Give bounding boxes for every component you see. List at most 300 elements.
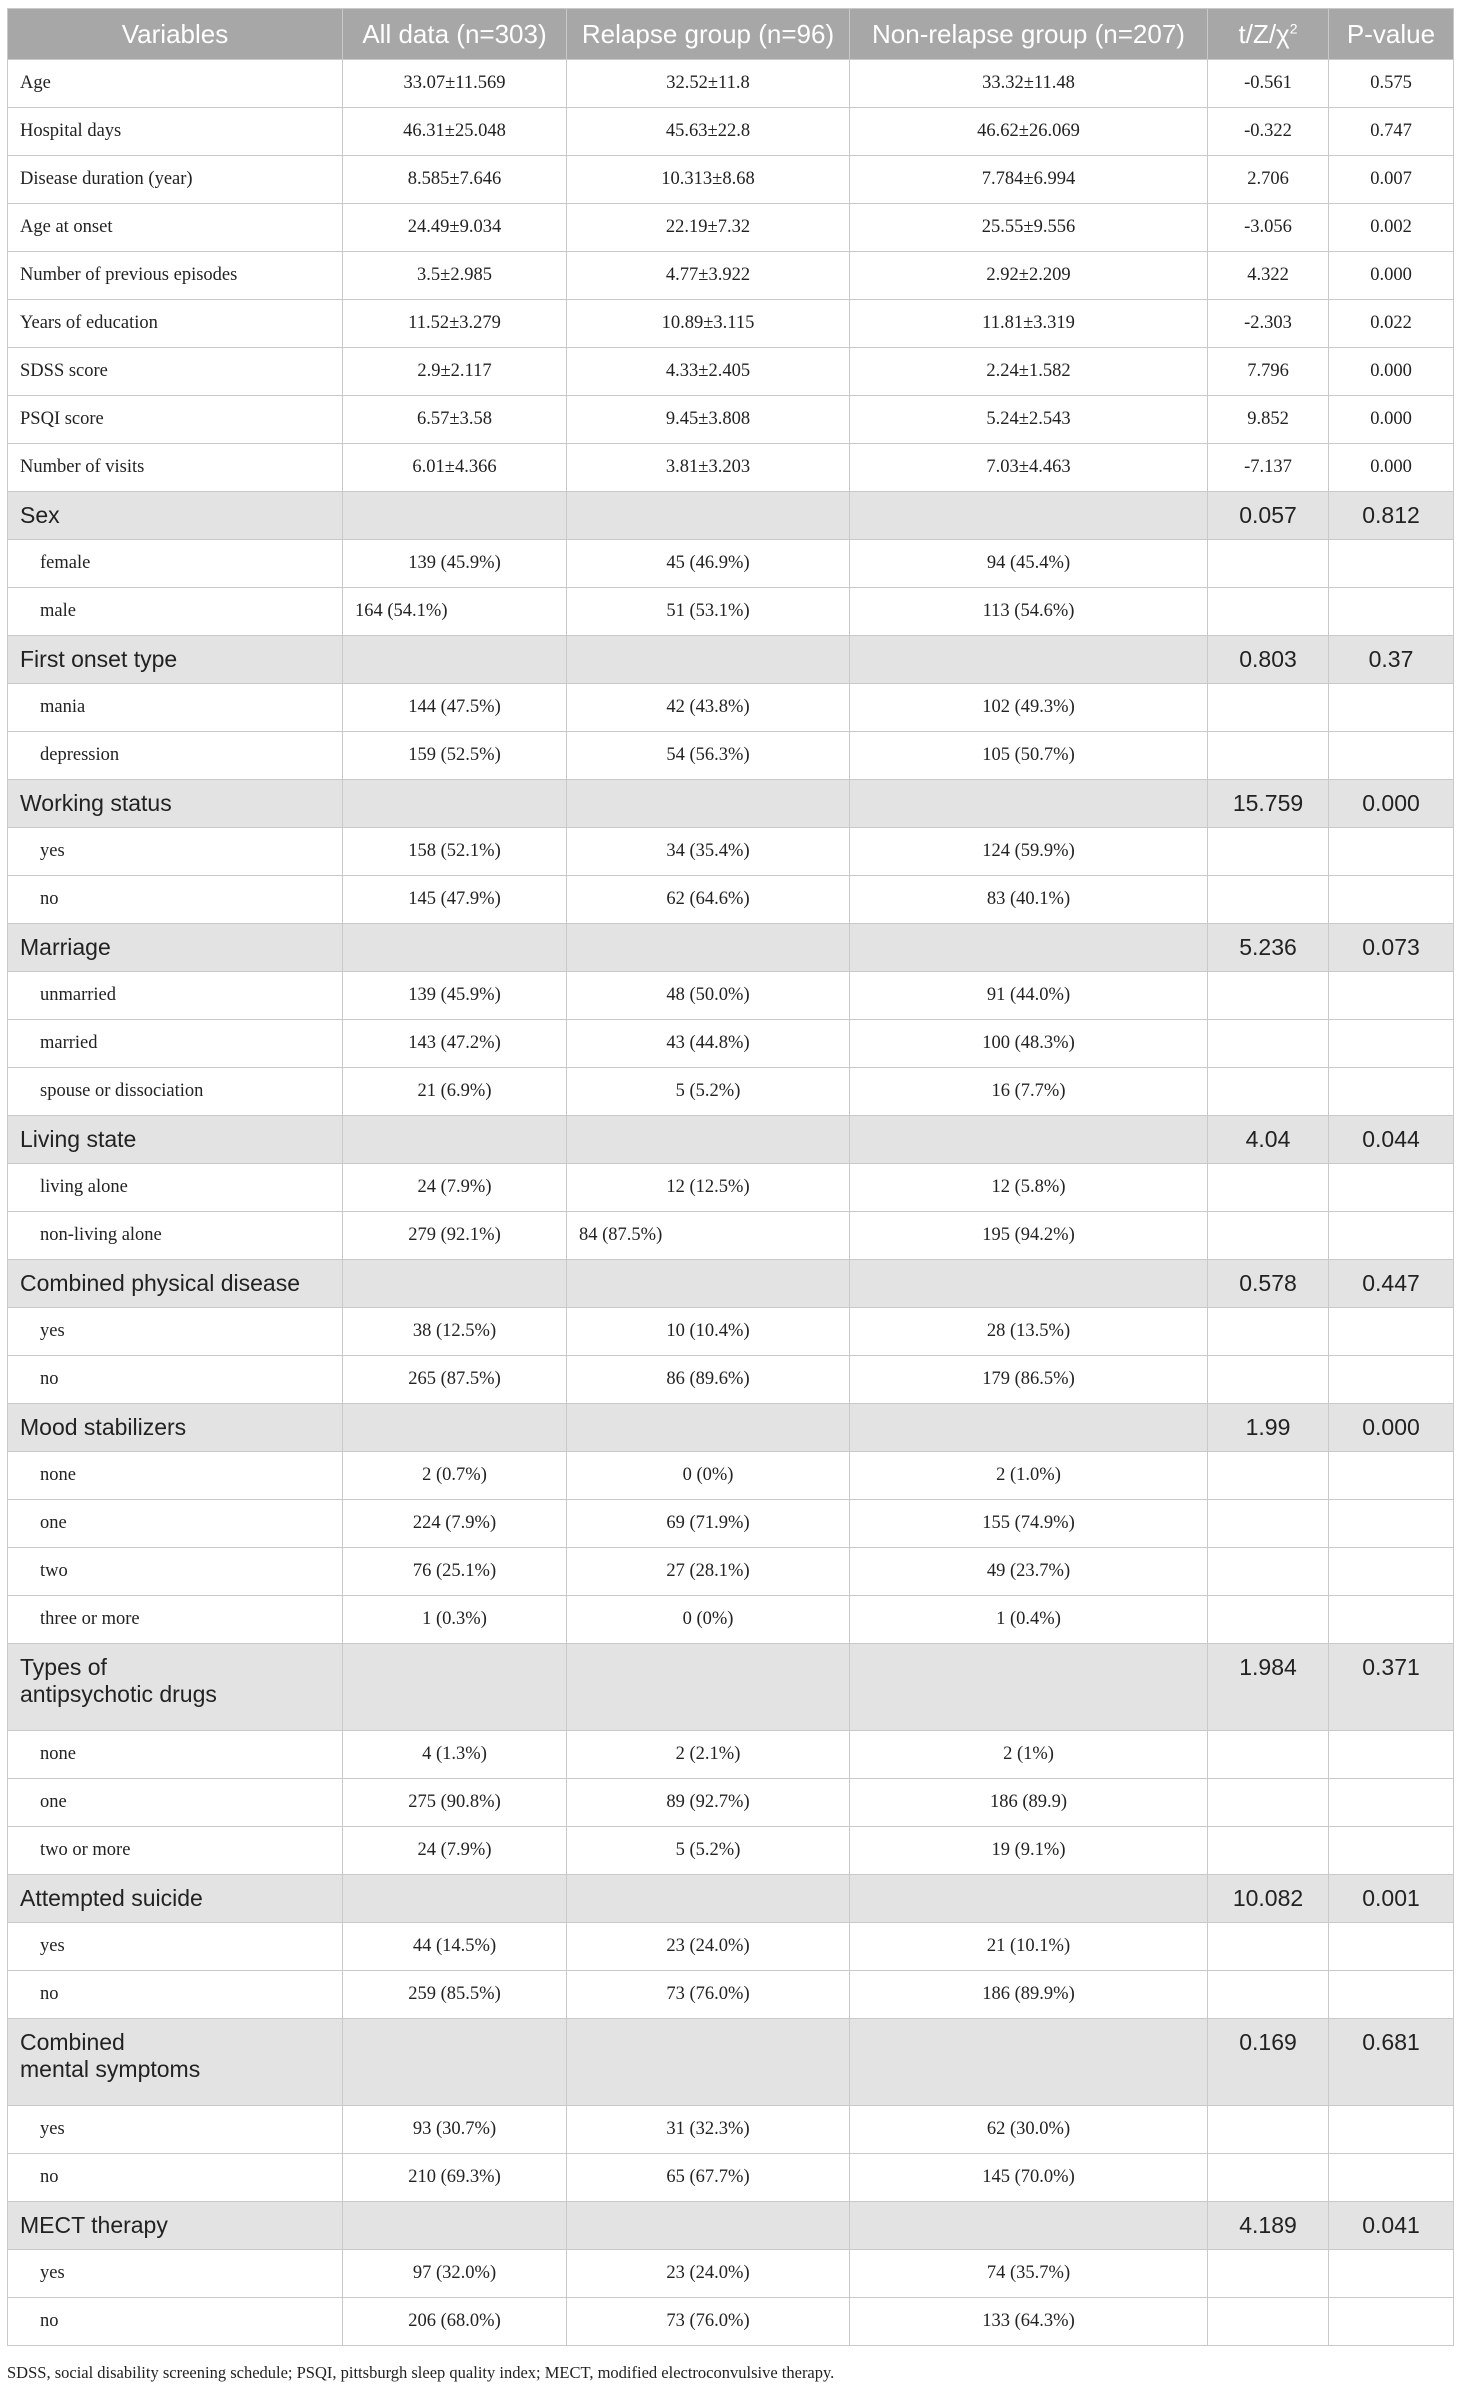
cell-non-relapse: 186 (89.9)	[850, 1779, 1208, 1827]
cell-p-value-empty	[1329, 2154, 1454, 2202]
cell-relapse-empty	[567, 1260, 850, 1308]
cell-relapse: 51 (53.1%)	[567, 588, 850, 636]
cell-relapse: 22.19±7.32	[567, 204, 850, 252]
cell-non-relapse: 133 (64.3%)	[850, 2298, 1208, 2346]
cell-non-relapse: 2 (1%)	[850, 1731, 1208, 1779]
subgroup-label: yes	[8, 1923, 343, 1971]
cell-non-relapse-empty	[850, 1644, 1208, 1731]
table-header	[8, 9, 1454, 60]
cell-all-data-empty	[343, 780, 567, 828]
category-label-line2: mental symptoms	[20, 2056, 201, 2082]
cell-non-relapse: 46.62±26.069	[850, 108, 1208, 156]
subgroup-label: depression	[8, 732, 343, 780]
cell-statistic: 7.796	[1208, 348, 1329, 396]
cell-non-relapse: 7.03±4.463	[850, 444, 1208, 492]
cell-statistic-empty	[1208, 1308, 1329, 1356]
category-label-line1: Sex	[20, 502, 60, 528]
cell-all-data: 279 (92.1%)	[343, 1212, 567, 1260]
subgroup-row	[8, 1452, 1454, 1500]
variable-row	[8, 156, 1454, 204]
cell-all-data: 144 (47.5%)	[343, 684, 567, 732]
cell-p-value-empty	[1329, 2298, 1454, 2346]
cell-non-relapse: 2 (1.0%)	[850, 1452, 1208, 1500]
cell-all-data: 158 (52.1%)	[343, 828, 567, 876]
cell-p-value: 0.37	[1329, 636, 1454, 684]
category-row	[8, 924, 1454, 972]
cell-statistic-empty	[1208, 684, 1329, 732]
cell-relapse: 42 (43.8%)	[567, 684, 850, 732]
cell-statistic-empty	[1208, 1827, 1329, 1875]
cell-all-data: 224 (7.9%)	[343, 1500, 567, 1548]
cell-statistic: -0.322	[1208, 108, 1329, 156]
subgroup-row	[8, 2106, 1454, 2154]
variable-label: Hospital days	[8, 108, 343, 156]
cell-p-value-empty	[1329, 2250, 1454, 2298]
cell-non-relapse: 19 (9.1%)	[850, 1827, 1208, 1875]
cell-all-data: 1 (0.3%)	[343, 1596, 567, 1644]
cell-statistic: -0.561	[1208, 60, 1329, 108]
cell-p-value-empty	[1329, 1596, 1454, 1644]
cell-p-value: 0.001	[1329, 1875, 1454, 1923]
cell-relapse: 84 (87.5%)	[567, 1212, 850, 1260]
cell-statistic-empty	[1208, 1596, 1329, 1644]
subgroup-row	[8, 1731, 1454, 1779]
cell-p-value: 0.000	[1329, 348, 1454, 396]
cell-relapse-empty	[567, 1404, 850, 1452]
cell-statistic-empty	[1208, 1971, 1329, 2019]
subgroup-label: unmarried	[8, 972, 343, 1020]
cell-relapse: 34 (35.4%)	[567, 828, 850, 876]
cell-statistic-empty	[1208, 1923, 1329, 1971]
cell-p-value-empty	[1329, 1452, 1454, 1500]
cell-statistic-empty	[1208, 1500, 1329, 1548]
subgroup-label: married	[8, 1020, 343, 1068]
cell-statistic-empty	[1208, 1356, 1329, 1404]
cell-non-relapse: 16 (7.7%)	[850, 1068, 1208, 1116]
cell-all-data: 159 (52.5%)	[343, 732, 567, 780]
cell-p-value: 0.371	[1329, 1644, 1454, 1731]
category-row	[8, 1875, 1454, 1923]
cell-p-value-empty	[1329, 1356, 1454, 1404]
subgroup-label: none	[8, 1452, 343, 1500]
cell-all-data: 6.57±3.58	[343, 396, 567, 444]
cell-relapse: 0 (0%)	[567, 1596, 850, 1644]
variable-label: Disease duration (year)	[8, 156, 343, 204]
cell-p-value: 0.575	[1329, 60, 1454, 108]
cell-all-data: 24 (7.9%)	[343, 1164, 567, 1212]
cell-p-value: 0.000	[1329, 396, 1454, 444]
cell-relapse: 4.77±3.922	[567, 252, 850, 300]
cell-statistic: 15.759	[1208, 780, 1329, 828]
cell-p-value: 0.000	[1329, 444, 1454, 492]
cell-relapse-empty	[567, 2019, 850, 2106]
category-row	[8, 2202, 1454, 2250]
cell-statistic: 1.984	[1208, 1644, 1329, 1731]
cell-all-data: 76 (25.1%)	[343, 1548, 567, 1596]
header-statistic-label: t/Z/χ	[1238, 18, 1290, 49]
category-row	[8, 636, 1454, 684]
header-statistic-superscript: 2	[1289, 19, 1298, 36]
cell-non-relapse-empty	[850, 1404, 1208, 1452]
cell-p-value-empty	[1329, 684, 1454, 732]
cell-non-relapse: 155 (74.9%)	[850, 1500, 1208, 1548]
cell-all-data: 8.585±7.646	[343, 156, 567, 204]
header-all-data: All data (n=303)	[343, 9, 567, 60]
cell-non-relapse: 25.55±9.556	[850, 204, 1208, 252]
cell-all-data-empty	[343, 924, 567, 972]
variable-row	[8, 60, 1454, 108]
header-statistic	[1208, 9, 1329, 60]
category-label-line1: Types of	[20, 1654, 107, 1680]
cell-statistic: 0.803	[1208, 636, 1329, 684]
cell-all-data: 97 (32.0%)	[343, 2250, 567, 2298]
category-row	[8, 492, 1454, 540]
category-label	[8, 924, 343, 972]
variable-row	[8, 348, 1454, 396]
cell-statistic-empty	[1208, 1548, 1329, 1596]
cell-statistic-empty	[1208, 1068, 1329, 1116]
subgroup-label: spouse or dissociation	[8, 1068, 343, 1116]
cell-non-relapse-empty	[850, 2202, 1208, 2250]
subgroup-label: yes	[8, 1308, 343, 1356]
cell-statistic-empty	[1208, 2298, 1329, 2346]
cell-relapse: 5 (5.2%)	[567, 1068, 850, 1116]
cell-p-value: 0.747	[1329, 108, 1454, 156]
cell-relapse: 10.313±8.68	[567, 156, 850, 204]
cell-statistic: 4.322	[1208, 252, 1329, 300]
cell-non-relapse: 83 (40.1%)	[850, 876, 1208, 924]
category-label-line1: Mood stabilizers	[20, 1414, 187, 1440]
cell-p-value: 0.007	[1329, 156, 1454, 204]
subgroup-row	[8, 2250, 1454, 2298]
cell-p-value: 0.000	[1329, 1404, 1454, 1452]
variable-label: Age	[8, 60, 343, 108]
header-row	[8, 9, 1454, 60]
cell-non-relapse: 33.32±11.48	[850, 60, 1208, 108]
cell-non-relapse-empty	[850, 2019, 1208, 2106]
cell-non-relapse: 124 (59.9%)	[850, 828, 1208, 876]
cell-all-data: 21 (6.9%)	[343, 1068, 567, 1116]
cell-p-value: 0.041	[1329, 2202, 1454, 2250]
cell-non-relapse: 100 (48.3%)	[850, 1020, 1208, 1068]
data-table	[7, 8, 1454, 2346]
cell-statistic: -7.137	[1208, 444, 1329, 492]
subgroup-label: male	[8, 588, 343, 636]
cell-p-value-empty	[1329, 588, 1454, 636]
cell-p-value-empty	[1329, 1827, 1454, 1875]
subgroup-label: female	[8, 540, 343, 588]
cell-non-relapse-empty	[850, 1260, 1208, 1308]
subgroup-row	[8, 828, 1454, 876]
category-label	[8, 636, 343, 684]
cell-statistic-empty	[1208, 732, 1329, 780]
cell-all-data: 38 (12.5%)	[343, 1308, 567, 1356]
variable-row	[8, 396, 1454, 444]
subgroup-row	[8, 1548, 1454, 1596]
cell-all-data: 46.31±25.048	[343, 108, 567, 156]
cell-statistic-empty	[1208, 972, 1329, 1020]
cell-all-data-empty	[343, 2202, 567, 2250]
variable-row	[8, 252, 1454, 300]
cell-all-data: 2 (0.7%)	[343, 1452, 567, 1500]
category-row	[8, 1404, 1454, 1452]
subgroup-label: two or more	[8, 1827, 343, 1875]
table-container	[7, 8, 1453, 2346]
cell-relapse: 45 (46.9%)	[567, 540, 850, 588]
cell-statistic: 2.706	[1208, 156, 1329, 204]
subgroup-label: non-living alone	[8, 1212, 343, 1260]
cell-p-value: 0.002	[1329, 204, 1454, 252]
variable-label: Number of previous episodes	[8, 252, 343, 300]
subgroup-label: no	[8, 1971, 343, 2019]
cell-statistic-empty	[1208, 1212, 1329, 1260]
cell-non-relapse: 1 (0.4%)	[850, 1596, 1208, 1644]
cell-statistic: 9.852	[1208, 396, 1329, 444]
cell-statistic-empty	[1208, 540, 1329, 588]
cell-all-data: 265 (87.5%)	[343, 1356, 567, 1404]
category-label-line2: antipsychotic drugs	[20, 1681, 217, 1707]
cell-all-data: 33.07±11.569	[343, 60, 567, 108]
cell-relapse: 43 (44.8%)	[567, 1020, 850, 1068]
cell-non-relapse: 94 (45.4%)	[850, 540, 1208, 588]
variable-row	[8, 300, 1454, 348]
cell-non-relapse: 2.24±1.582	[850, 348, 1208, 396]
cell-p-value-empty	[1329, 1779, 1454, 1827]
cell-statistic-empty	[1208, 1452, 1329, 1500]
category-label-line1: Living state	[20, 1126, 137, 1152]
subgroup-row	[8, 1020, 1454, 1068]
subgroup-row	[8, 972, 1454, 1020]
cell-all-data: 11.52±3.279	[343, 300, 567, 348]
cell-statistic-empty	[1208, 1779, 1329, 1827]
cell-statistic-empty	[1208, 2250, 1329, 2298]
cell-relapse: 48 (50.0%)	[567, 972, 850, 1020]
cell-statistic-empty	[1208, 1164, 1329, 1212]
cell-all-data: 2.9±2.117	[343, 348, 567, 396]
cell-all-data: 24.49±9.034	[343, 204, 567, 252]
category-label	[8, 2202, 343, 2250]
category-label	[8, 492, 343, 540]
cell-all-data: 139 (45.9%)	[343, 972, 567, 1020]
category-label-line1: Working status	[20, 790, 172, 816]
cell-non-relapse: 62 (30.0%)	[850, 2106, 1208, 2154]
category-row	[8, 1644, 1454, 1731]
cell-p-value-empty	[1329, 1020, 1454, 1068]
variable-label: Number of visits	[8, 444, 343, 492]
cell-relapse-empty	[567, 492, 850, 540]
cell-all-data: 145 (47.9%)	[343, 876, 567, 924]
subgroup-label: no	[8, 2298, 343, 2346]
cell-all-data-empty	[343, 1116, 567, 1164]
category-label	[8, 1260, 343, 1308]
cell-relapse: 2 (2.1%)	[567, 1731, 850, 1779]
category-row	[8, 1116, 1454, 1164]
cell-p-value-empty	[1329, 1068, 1454, 1116]
subgroup-label: living alone	[8, 1164, 343, 1212]
cell-relapse: 10 (10.4%)	[567, 1308, 850, 1356]
category-row	[8, 2019, 1454, 2106]
cell-statistic: 1.99	[1208, 1404, 1329, 1452]
subgroup-label: two	[8, 1548, 343, 1596]
cell-relapse: 62 (64.6%)	[567, 876, 850, 924]
cell-p-value: 0.681	[1329, 2019, 1454, 2106]
header-non-relapse-group: Non-relapse group (n=207)	[850, 9, 1208, 60]
cell-p-value-empty	[1329, 540, 1454, 588]
cell-all-data: 6.01±4.366	[343, 444, 567, 492]
cell-p-value: 0.000	[1329, 780, 1454, 828]
subgroup-label: one	[8, 1500, 343, 1548]
cell-all-data-empty	[343, 1875, 567, 1923]
cell-relapse: 32.52±11.8	[567, 60, 850, 108]
cell-relapse: 86 (89.6%)	[567, 1356, 850, 1404]
cell-relapse: 27 (28.1%)	[567, 1548, 850, 1596]
subgroup-row	[8, 1596, 1454, 1644]
category-label	[8, 2019, 343, 2106]
cell-statistic: 4.189	[1208, 2202, 1329, 2250]
cell-all-data: 275 (90.8%)	[343, 1779, 567, 1827]
subgroup-label: three or more	[8, 1596, 343, 1644]
cell-relapse-empty	[567, 780, 850, 828]
subgroup-label: yes	[8, 2250, 343, 2298]
cell-all-data: 139 (45.9%)	[343, 540, 567, 588]
cell-statistic: -2.303	[1208, 300, 1329, 348]
cell-relapse: 65 (67.7%)	[567, 2154, 850, 2202]
subgroup-row	[8, 1971, 1454, 2019]
cell-p-value-empty	[1329, 1212, 1454, 1260]
cell-all-data-empty	[343, 636, 567, 684]
cell-p-value-empty	[1329, 972, 1454, 1020]
subgroup-row	[8, 1308, 1454, 1356]
cell-p-value: 0.073	[1329, 924, 1454, 972]
cell-p-value-empty	[1329, 1164, 1454, 1212]
cell-relapse-empty	[567, 1875, 850, 1923]
subgroup-label: mania	[8, 684, 343, 732]
subgroup-row	[8, 540, 1454, 588]
cell-non-relapse: 12 (5.8%)	[850, 1164, 1208, 1212]
cell-p-value: 0.044	[1329, 1116, 1454, 1164]
cell-p-value-empty	[1329, 2106, 1454, 2154]
category-row	[8, 1260, 1454, 1308]
cell-all-data: 143 (47.2%)	[343, 1020, 567, 1068]
category-label-line1: Marriage	[20, 934, 111, 960]
subgroup-row	[8, 684, 1454, 732]
cell-all-data: 3.5±2.985	[343, 252, 567, 300]
cell-relapse-empty	[567, 1116, 850, 1164]
cell-p-value: 0.447	[1329, 1260, 1454, 1308]
cell-non-relapse: 7.784±6.994	[850, 156, 1208, 204]
cell-relapse: 73 (76.0%)	[567, 1971, 850, 2019]
cell-non-relapse: 74 (35.7%)	[850, 2250, 1208, 2298]
cell-statistic: 5.236	[1208, 924, 1329, 972]
category-label-line1: MECT therapy	[20, 2212, 168, 2238]
subgroup-row	[8, 1164, 1454, 1212]
subgroup-row	[8, 1356, 1454, 1404]
cell-statistic-empty	[1208, 1731, 1329, 1779]
variable-row	[8, 108, 1454, 156]
cell-relapse: 73 (76.0%)	[567, 2298, 850, 2346]
header-relapse-group: Relapse group (n=96)	[567, 9, 850, 60]
subgroup-row	[8, 588, 1454, 636]
variable-label: Years of education	[8, 300, 343, 348]
subgroup-row	[8, 1068, 1454, 1116]
cell-non-relapse: 179 (86.5%)	[850, 1356, 1208, 1404]
cell-non-relapse: 145 (70.0%)	[850, 2154, 1208, 2202]
category-label	[8, 1404, 343, 1452]
cell-non-relapse: 11.81±3.319	[850, 300, 1208, 348]
cell-statistic: 0.057	[1208, 492, 1329, 540]
cell-statistic: 10.082	[1208, 1875, 1329, 1923]
cell-non-relapse-empty	[850, 780, 1208, 828]
cell-relapse: 54 (56.3%)	[567, 732, 850, 780]
cell-p-value-empty	[1329, 828, 1454, 876]
cell-relapse: 23 (24.0%)	[567, 1923, 850, 1971]
cell-all-data: 24 (7.9%)	[343, 1827, 567, 1875]
cell-all-data-empty	[343, 492, 567, 540]
category-row	[8, 780, 1454, 828]
cell-all-data: 93 (30.7%)	[343, 2106, 567, 2154]
cell-all-data-empty	[343, 1404, 567, 1452]
cell-non-relapse: 2.92±2.209	[850, 252, 1208, 300]
subgroup-label: one	[8, 1779, 343, 1827]
subgroup-label: yes	[8, 828, 343, 876]
cell-relapse: 69 (71.9%)	[567, 1500, 850, 1548]
table-body	[8, 60, 1454, 2346]
cell-p-value-empty	[1329, 1971, 1454, 2019]
cell-statistic-empty	[1208, 876, 1329, 924]
subgroup-label: none	[8, 1731, 343, 1779]
table-footnote: SDSS, social disability screening schedule; PSQI, pittsburgh sleep quality index; MECT, modified electroconvulsive therapy.	[7, 2363, 835, 2382]
subgroup-row	[8, 1212, 1454, 1260]
cell-non-relapse-empty	[850, 1116, 1208, 1164]
variable-label: PSQI score	[8, 396, 343, 444]
cell-relapse: 3.81±3.203	[567, 444, 850, 492]
cell-p-value: 0.000	[1329, 252, 1454, 300]
cell-all-data-empty	[343, 2019, 567, 2106]
category-label-line1: Combined physical disease	[20, 1270, 300, 1296]
cell-non-relapse: 113 (54.6%)	[850, 588, 1208, 636]
cell-relapse: 23 (24.0%)	[567, 2250, 850, 2298]
subgroup-label: no	[8, 876, 343, 924]
cell-relapse: 0 (0%)	[567, 1452, 850, 1500]
cell-relapse-empty	[567, 1644, 850, 1731]
cell-p-value-empty	[1329, 1308, 1454, 1356]
header-variables: Variables	[8, 9, 343, 60]
cell-all-data: 44 (14.5%)	[343, 1923, 567, 1971]
cell-all-data: 4 (1.3%)	[343, 1731, 567, 1779]
subgroup-row	[8, 732, 1454, 780]
cell-non-relapse: 5.24±2.543	[850, 396, 1208, 444]
subgroup-row	[8, 1500, 1454, 1548]
subgroup-row	[8, 1923, 1454, 1971]
cell-statistic-empty	[1208, 828, 1329, 876]
cell-statistic: 0.169	[1208, 2019, 1329, 2106]
cell-all-data: 210 (69.3%)	[343, 2154, 567, 2202]
cell-non-relapse-empty	[850, 1875, 1208, 1923]
cell-all-data: 206 (68.0%)	[343, 2298, 567, 2346]
cell-non-relapse-empty	[850, 636, 1208, 684]
category-label	[8, 1875, 343, 1923]
subgroup-label: no	[8, 2154, 343, 2202]
cell-p-value-empty	[1329, 876, 1454, 924]
cell-non-relapse-empty	[850, 924, 1208, 972]
category-label	[8, 780, 343, 828]
cell-non-relapse: 91 (44.0%)	[850, 972, 1208, 1020]
subgroup-row	[8, 1779, 1454, 1827]
cell-relapse: 9.45±3.808	[567, 396, 850, 444]
cell-non-relapse: 105 (50.7%)	[850, 732, 1208, 780]
cell-p-value-empty	[1329, 1923, 1454, 1971]
cell-relapse-empty	[567, 2202, 850, 2250]
